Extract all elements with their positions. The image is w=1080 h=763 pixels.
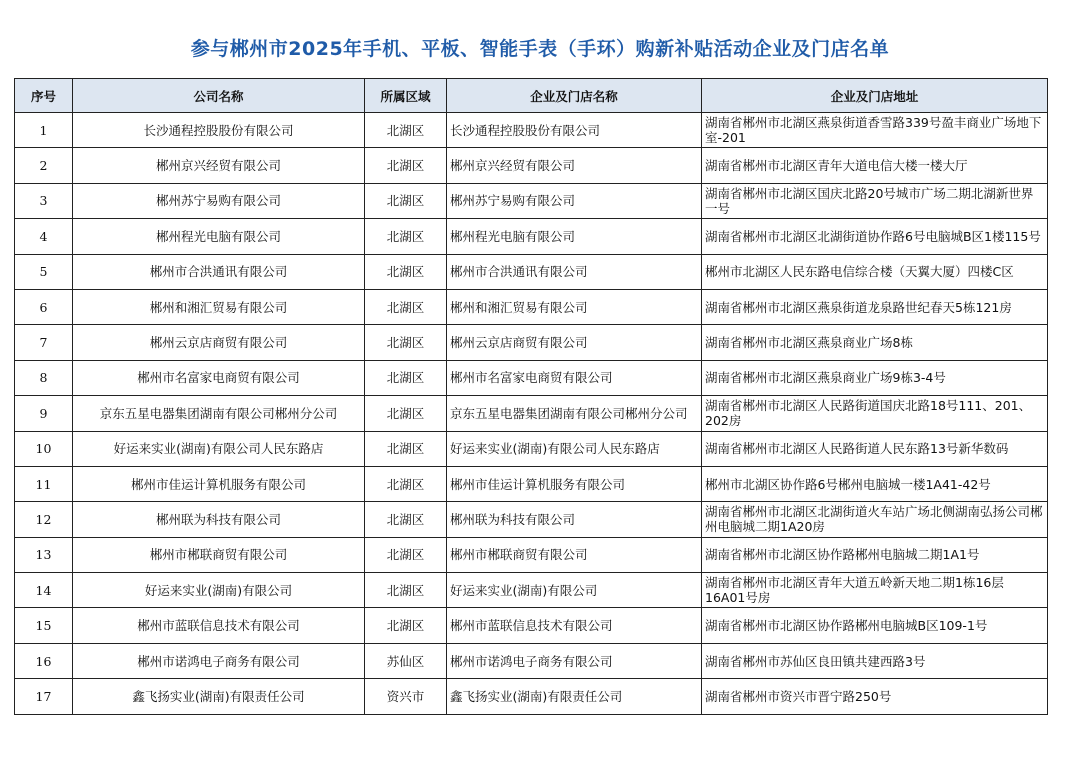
- row-index: 7: [15, 325, 73, 360]
- table-row: [15, 396, 1048, 431]
- row-store: 郴州市诺鸿电子商务有限公司: [447, 643, 702, 678]
- row-address: 湖南省郴州市北湖区协作路郴州电脑城B区109-1号: [702, 608, 1048, 643]
- table-row: [15, 183, 1048, 218]
- row-address: 湖南省郴州市北湖区国庆北路20号城市广场二期北湖新世界一号: [702, 183, 1048, 218]
- row-store: 郴州和湘汇贸易有限公司: [447, 289, 702, 324]
- row-area: 北湖区: [365, 573, 447, 608]
- row-company: 郴州程光电脑有限公司: [73, 219, 365, 254]
- row-store: 长沙通程控股股份有限公司: [447, 113, 702, 148]
- header-area: 所属区域: [365, 79, 447, 113]
- table-header: [15, 79, 1048, 113]
- row-address: 郴州市北湖区协作路6号郴州电脑城一楼1A41-42号: [702, 466, 1048, 501]
- row-area: 北湖区: [365, 396, 447, 431]
- row-store: 鑫飞扬实业(湖南)有限责任公司: [447, 679, 702, 714]
- table-row: [15, 431, 1048, 466]
- row-area: 北湖区: [365, 183, 447, 218]
- row-area: 北湖区: [365, 254, 447, 289]
- row-store: 京东五星电器集团湖南有限公司郴州分公司: [447, 396, 702, 431]
- row-company: 郴州市诺鸿电子商务有限公司: [73, 643, 365, 678]
- row-store: 郴州市蓝联信息技术有限公司: [447, 608, 702, 643]
- row-company: 郴州和湘汇贸易有限公司: [73, 289, 365, 324]
- row-index: 4: [15, 219, 73, 254]
- row-company: 郴州京兴经贸有限公司: [73, 148, 365, 183]
- row-store: 郴州市名富家电商贸有限公司: [447, 360, 702, 395]
- row-address: 湖南省郴州市北湖区燕泉街道龙泉路世纪春天5栋121房: [702, 289, 1048, 324]
- header-row: [15, 79, 1048, 113]
- row-index: 1: [15, 113, 73, 148]
- row-area: 资兴市: [365, 679, 447, 714]
- row-company: 好运来实业(湖南)有限公司人民东路店: [73, 431, 365, 466]
- table-row: [15, 643, 1048, 678]
- row-area: 北湖区: [365, 502, 447, 537]
- row-company: 京东五星电器集团湖南有限公司郴州分公司: [73, 396, 365, 431]
- row-company: 郴州市名富家电商贸有限公司: [73, 360, 365, 395]
- row-address: 湖南省郴州市北湖区燕泉商业广场9栋3-4号: [702, 360, 1048, 395]
- row-address: 湖南省郴州市北湖区燕泉商业广场8栋: [702, 325, 1048, 360]
- row-index: 14: [15, 573, 73, 608]
- row-address: 郴州市北湖区人民东路电信综合楼（天翼大厦）四楼C区: [702, 254, 1048, 289]
- row-index: 15: [15, 608, 73, 643]
- table-row: [15, 537, 1048, 572]
- row-index: 17: [15, 679, 73, 714]
- header-company: 公司名称: [73, 79, 365, 113]
- row-area: 北湖区: [365, 608, 447, 643]
- row-company: 郴州市佳运计算机服务有限公司: [73, 466, 365, 501]
- row-store: 郴州苏宁易购有限公司: [447, 183, 702, 218]
- row-company: 好运来实业(湖南)有限公司: [73, 573, 365, 608]
- row-store: 郴州市佳运计算机服务有限公司: [447, 466, 702, 501]
- row-area: 北湖区: [365, 289, 447, 324]
- row-address: 湖南省郴州市苏仙区良田镇共建西路3号: [702, 643, 1048, 678]
- row-store: 好运来实业(湖南)有限公司: [447, 573, 702, 608]
- table-row: [15, 573, 1048, 608]
- row-store: 郴州市合洪通讯有限公司: [447, 254, 702, 289]
- page-title: 参与郴州市2025年手机、平板、智能手表（手环）购新补贴活动企业及门店名单: [190, 38, 890, 60]
- row-index: 3: [15, 183, 73, 218]
- row-index: 16: [15, 643, 73, 678]
- row-company: 郴州联为科技有限公司: [73, 502, 365, 537]
- row-index: 2: [15, 148, 73, 183]
- row-address: 湖南省郴州市北湖区协作路郴州电脑城二期1A1号: [702, 537, 1048, 572]
- row-area: 北湖区: [365, 325, 447, 360]
- row-area: 北湖区: [365, 466, 447, 501]
- row-index: 12: [15, 502, 73, 537]
- row-index: 10: [15, 431, 73, 466]
- row-area: 北湖区: [365, 431, 447, 466]
- row-store: 郴州程光电脑有限公司: [447, 219, 702, 254]
- row-area: 北湖区: [365, 537, 447, 572]
- row-address: 湖南省郴州市北湖区青年大道电信大楼一楼大厅: [702, 148, 1048, 183]
- row-store: 郴州京兴经贸有限公司: [447, 148, 702, 183]
- header-index: 序号: [15, 79, 73, 113]
- row-area: 北湖区: [365, 148, 447, 183]
- header-store: 企业及门店名称: [447, 79, 702, 113]
- row-address: 湖南省郴州市资兴市晋宁路250号: [702, 679, 1048, 714]
- table-row: [15, 254, 1048, 289]
- row-index: 13: [15, 537, 73, 572]
- row-address: 湖南省郴州市北湖区燕泉街道香雪路339号盈丰商业广场地下室-201: [702, 113, 1048, 148]
- row-address: 湖南省郴州市北湖区青年大道五岭新天地二期1栋16层16A01号房: [702, 573, 1048, 608]
- row-index: 6: [15, 289, 73, 324]
- table-row: [15, 148, 1048, 183]
- row-store: 郴州联为科技有限公司: [447, 502, 702, 537]
- table-row: [15, 466, 1048, 501]
- row-store: 郴州云京店商贸有限公司: [447, 325, 702, 360]
- row-area: 北湖区: [365, 113, 447, 148]
- row-index: 5: [15, 254, 73, 289]
- row-area: 北湖区: [365, 360, 447, 395]
- row-index: 11: [15, 466, 73, 501]
- table-row: [15, 219, 1048, 254]
- row-address: 湖南省郴州市北湖区人民路街道国庆北路18号111、201、202房: [702, 396, 1048, 431]
- row-address: 湖南省郴州市北湖区人民路街道人民东路13号新华数码: [702, 431, 1048, 466]
- table-row: [15, 325, 1048, 360]
- row-store: 郴州市郴联商贸有限公司: [447, 537, 702, 572]
- row-company: 郴州市郴联商贸有限公司: [73, 537, 365, 572]
- row-address: 湖南省郴州市北湖区北湖街道协作路6号电脑城B区1楼115号: [702, 219, 1048, 254]
- row-company: 鑫飞扬实业(湖南)有限责任公司: [73, 679, 365, 714]
- table-row: [15, 289, 1048, 324]
- row-index: 9: [15, 396, 73, 431]
- table-body: [15, 113, 1048, 715]
- table-row: [15, 608, 1048, 643]
- table-row: [15, 113, 1048, 148]
- row-company: 郴州市合洪通讯有限公司: [73, 254, 365, 289]
- table-row: [15, 679, 1048, 714]
- table-row: [15, 360, 1048, 395]
- row-company: 长沙通程控股股份有限公司: [73, 113, 365, 148]
- row-area: 苏仙区: [365, 643, 447, 678]
- row-company: 郴州苏宁易购有限公司: [73, 183, 365, 218]
- table-row: [15, 502, 1048, 537]
- store-list-table: [14, 78, 1048, 715]
- row-store: 好运来实业(湖南)有限公司人民东路店: [447, 431, 702, 466]
- row-address: 湖南省郴州市北湖区北湖街道火车站广场北侧湖南弘扬公司郴州电脑城二期1A20房: [702, 502, 1048, 537]
- row-company: 郴州市蓝联信息技术有限公司: [73, 608, 365, 643]
- row-index: 8: [15, 360, 73, 395]
- row-company: 郴州云京店商贸有限公司: [73, 325, 365, 360]
- header-address: 企业及门店地址: [702, 79, 1048, 113]
- row-area: 北湖区: [365, 219, 447, 254]
